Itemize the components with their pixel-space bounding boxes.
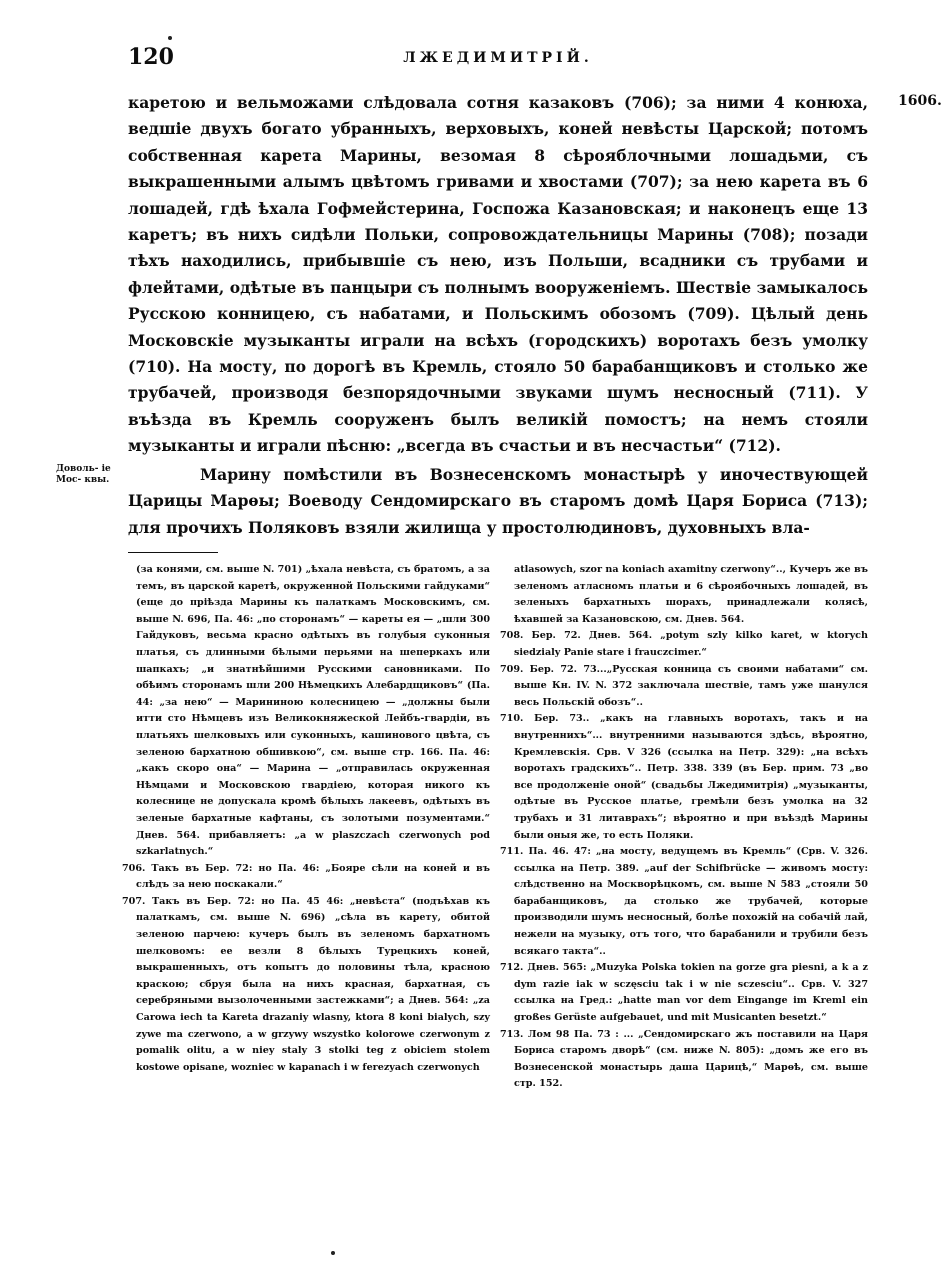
paragraph: каретою и вельможами слѣдовала сотня казаковъ (706); за ними 4 конюха, ведшіе двухъ богато убранныхъ, верховыхъ, коней невѣсты Царской; потомъ собственная карета Марины, везомая 8 сѣрояблочными лошадьми, съ выкрашенными алымъ цвѣтомъ гривами и хвостами (707); за нею карета въ 6 лошадей, гдѣ ѣхала Гофмейстерина, Госпожа Казановская; и наконецъ еще 13 каретъ; въ нихъ сидѣли Польки, сопровождательницы Марины (708); позади тѣхъ находились, прибывшіе съ нею, изъ Польши, всадники съ трубами и флейтами, одѣтые въ панцыри съ полнымъ вооруженіемъ. Шествіе замыкалось Русскою конницею, съ набатами, и Польскимъ обозомъ (709). Цѣлый день Московскіе музыканты играли на всѣхъ (городскихъ) воротахъ безъ умолку (710). На мосту, по дорогѣ въ Кремль, стояло 50 барабанщиковъ и столько же трубачей, производя безпорядочными звуками шумъ несносный (711). У въѣзда въ Кремль сооруженъ былъ великій помостъ; на немъ стояли музыканты и играли пѣсню: „всегда въ счастьи и въ несчастьи“ (712).: [128, 93, 868, 456]
footnote: 710. Бер. 73.. „какъ на главныхъ воротахъ, такъ и на внутреннихъ“... внутренними называются здѣсь, вѣроятно, Кремлевскія. Срв. V 326 (ссылка на Петр. 329): „на всѣхъ воротахъ градскихъ“.. Петр. 338. 339 (въ Бер. прим. 73 „во все продолженіе оной“ (свадьбы Лжедимитрія) „музыканты, одѣтые въ Русское платье, гремѣли безъ умолка на 32 трубахъ и 31 литаврахъ“; вѣроятно и при въѣздѣ Марины были оныя же, то есть Поляки.: [500, 713, 868, 841]
footnote: 706. Такъ въ Бер. 72: но Па. 46: „Бояре сѣли на коней и въ слѣдъ за нею поскакали.“: [122, 862, 490, 891]
running-head: ЛЖЕДИМИТРІЙ.: [403, 50, 593, 66]
footnotes-right-column: [500, 562, 868, 1093]
page-speck: [168, 36, 172, 40]
margin-year: 1606.: [898, 93, 942, 109]
page-speck: [331, 1251, 335, 1255]
footnote: 709. Бер. 72. 73...„Русская конница съ своими набатами“ см. выше Кн. IV. N. 372 заключала шествіе, тамъ уже шанулся весь Польскій обозъ“..: [500, 663, 868, 708]
margin-note: Доволь- іе Мос- квы.: [56, 464, 111, 485]
page-number: 120: [128, 44, 174, 70]
footnote: atlasowych, szor na koniach axamitny czerwony“.., Кучеръ же въ зеленомъ атласномъ платьи и 6 сѣроябочныхъ лошадей, въ зеленыхъ бархатныхъ шорахъ, принадлежали колясѣ, ѣхавшей за Казановскою, см. Днев. 564.: [514, 564, 868, 625]
footnote: 707. Такъ въ Бер. 72: но Па. 45 46: „невѣста“ (подъѣхав къ палаткамъ, см. выше N. 696) „сѣла въ карету, обитой зеленою парчею: кучеръ былъ въ зеленомъ бархатномъ шелковомъ: ее везли 8 бѣлыхъ Турецкихъ коней, выкрашенныхъ, отъ копытъ до половины тѣла, красною краскою; сбруя была на нихъ красная, бархатная, съ серебряными вызолоченными застежками“; а Днев. 564: „za Carowa iech ta Kareta drazaniy wlasny, ktora 8 koni bialych, szy zywe ma czerwono, a w grzywy wszystko kolorowe czerwonym z pomalik olitu, a w niey staly 3 stolki teg z obiciem stolem kostowe opisane, wozniec w kapanach i w ferezyach czerwonych: [122, 895, 490, 1073]
footnote: 711. Па. 46. 47: „на мосту, ведущемъ въ Кремль“ (Срв. V. 326. ссылка на Петр. 389. „auf der Schifbrücke — живомъ мосту: слѣдственно на Москворѣцкомъ, см. выше N 583 „стояли 50 барабанщиковъ, да столько же трубачей, которые производили шумъ несносный, болѣе похожій на собачій лай, нежели на музыку, отъ того, что барабанили и трубили безъ всякаго такта“..: [500, 846, 868, 957]
footnote: (за конями, см. выше N. 701) „ѣхала невѣста, съ братомъ, а за темъ, въ царской каретѣ, окруженной Польскими гайдуками“ (еще до пріѣзда Марины къ палаткамъ Московскимъ, см. выше N. 696, Па. 46: „по сторонамъ“ — кареты ея — „шли 300 Гайдуковъ, весьма красно одѣтыхъ въ голубыя суконныя платья, съ длинными бѣлыми перьями на шеперкахъ или шапкахъ; „и знатнѣйшими Русскими сановниками. По обѣимъ сторонамъ шли 200 Нѣмецкихъ Алебардщиковъ“ (Па. 44: „за нею“ — Марининою колесницею — „должны были итти сто Нѣмцевъ изъ Великокняжеской Лейбъ-гвардіи, въ платьяхъ шелковыхъ или суконныхъ, кашинового цвѣта, съ зеленою бархатною обшивкою“, см. выше стр. 166. Па. 46: „какъ скоро она“ — Марина — „отправилась окруженная Нѣмцами и Московскою гвардіею, которая никого къ колеснице не допускала кромѣ бѣлыхъ лакеевъ, одѣтыхъ въ зеленые бархатные кафтаны, съ золотыми позументами.“ Днев. 564. прибавляетъ: „a w plaszczach czerwonych pod szkarlatnych.“: [136, 564, 490, 858]
page-header: [128, 44, 868, 74]
main-text: [128, 90, 868, 541]
footnote: 713. Лом 98 Па. 73 : ... „Сендомирскаго жъ поставили на Царя Бориса старомъ дворѣ“ (см. ниже N. 805): „домъ же его въ Вознесенской монастырь даша Царицѣ,“ Марѳѣ, см. выше стр. 152.: [500, 1028, 868, 1090]
paragraph: Марину помѣстили въ Вознесенскомъ монастырѣ у иночествующей Царицы Марѳы; Воеводу Сендомирскаго въ старомъ домѣ Царя Бориса (713); для прочихъ Поляковъ взяли жилища у простолюдиновъ, духовныхъ вла-: [128, 464, 868, 537]
footnotes-left-column: [122, 562, 490, 1076]
footnote-divider: [128, 552, 218, 553]
footnote: 712. Днев. 565: „Muzyka Polska tokien na gorze gra piesni, a k a z dym razie iak w sczęsciu tak i w nie sczesciu“.. Срв. V. 327 ссылка на Гред.: „hatte man vor dem Eingange im Kreml ein großes Gerüste aufgebauet, und mit Musicanten besetzt.“: [500, 962, 868, 1024]
footnote: 708. Бер. 72. Днев. 564. „potym szly kilko karet, w ktorych siedzialy Panie stare i frauczcimer.“: [500, 630, 868, 658]
